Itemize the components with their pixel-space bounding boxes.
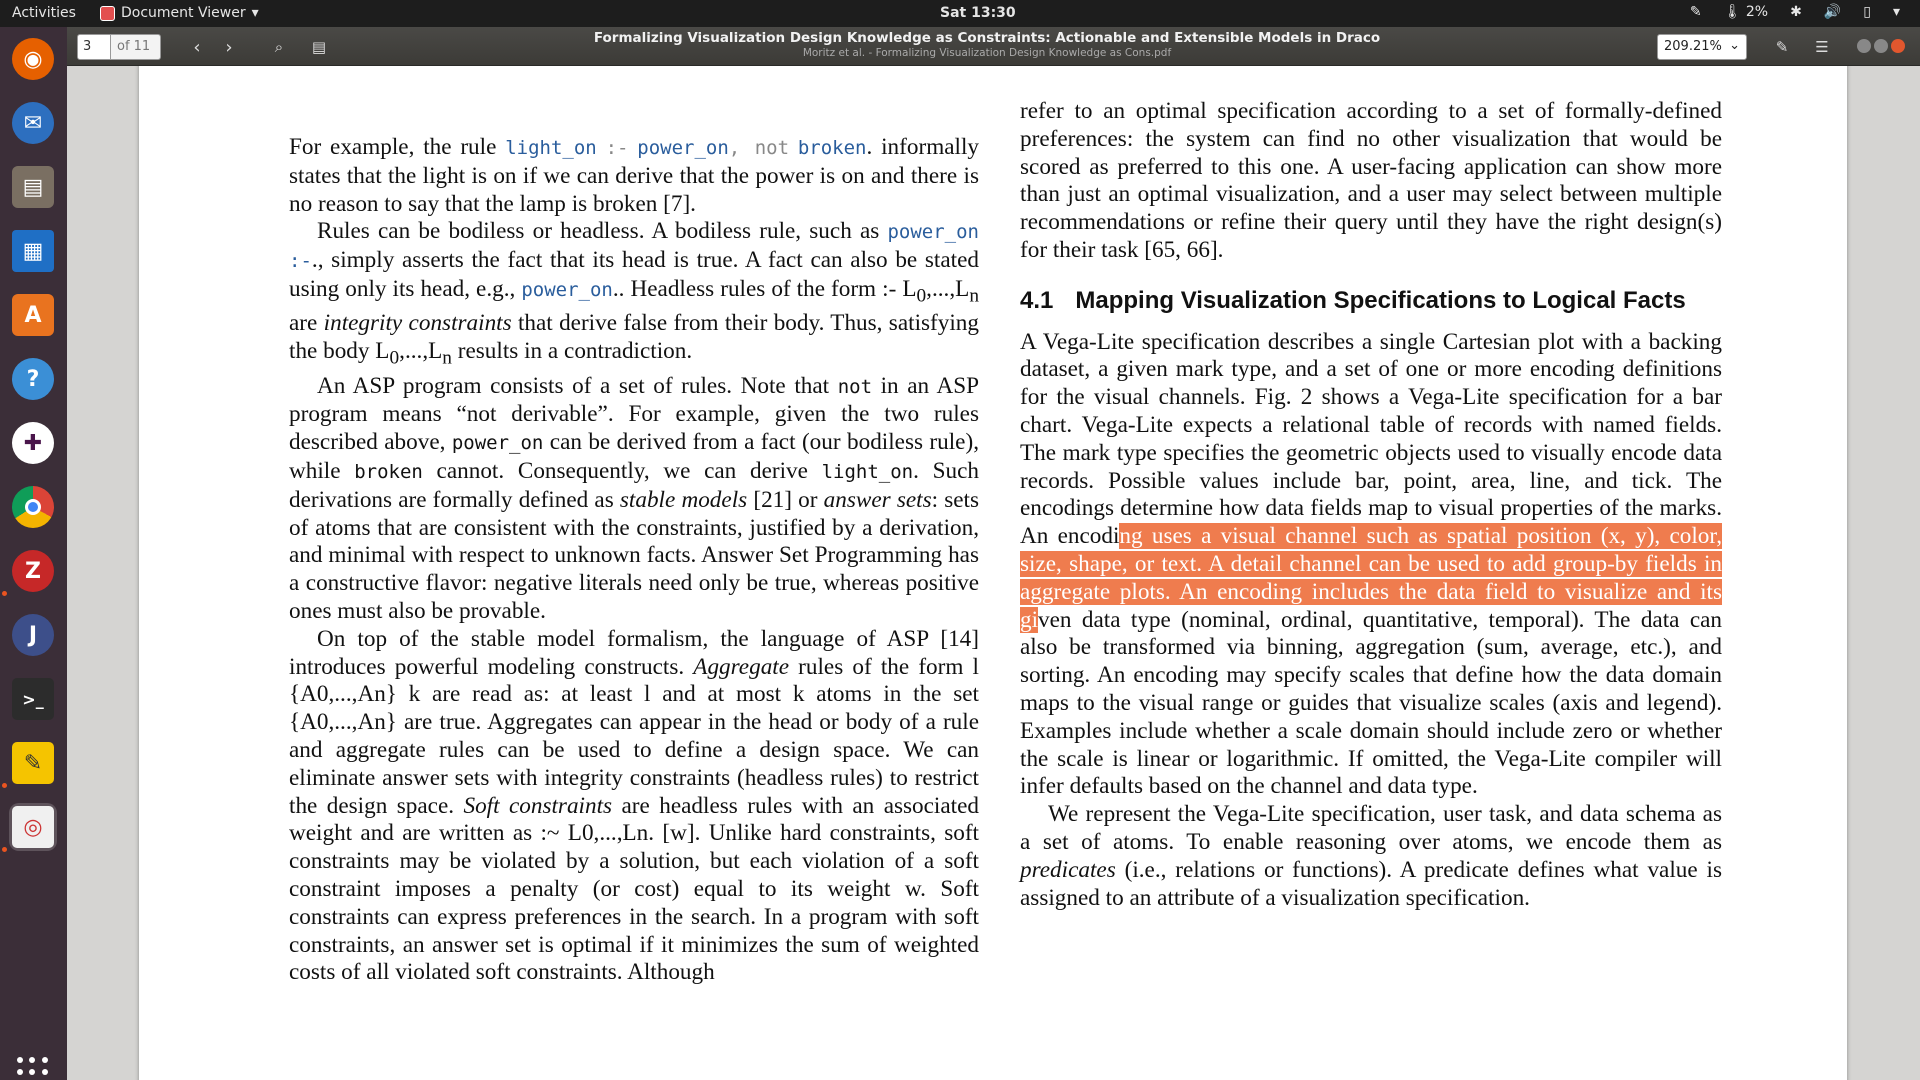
- section-number: 4.1: [1020, 286, 1054, 314]
- paragraph: A Vega-Lite specification describes a single Cartesian plot with a backing dataset, a given mark type, and a set of one or more encoding definitions for the visual channels. Fig. 2 shows a Vega-Lite specification for a bar chart. Vega-Lite expects a relational table of records with named fields. The mark type specifies the geometric objects used to visually encode data records. Possible values include bar, point, area, line, and tick. The encodings determine how data fields map to visual properties of the marks. An encoding uses a visual channel such as spatial position (x, y), color, size, shape, or text. A detail channel can be used to add group-by fields in aggregate plots. An encoding includes the data field to visualize and its given data type (nominal, ordinal, quantitative, temporal). The data can also be transformed via binning, aggregation (sum, average, etc.), and sorting. An encoding may specify scales that define how the data domain maps to the visual range or guides that visualize scales (axis and legend). Examples include whether a scale domain should include zero or whether the scale is linear or logarithmic. If omitted, the Vega-Lite compiler will infer defaults based on the channel and data type.: [1020, 328, 1722, 800]
- power-indicator: [1724, 4, 1768, 20]
- chevron-right-icon: ›: [225, 36, 233, 58]
- next-page-button[interactable]: [215, 33, 243, 61]
- paragraph: We represent the Vega-Lite specification, user task, and data schema as a set of atoms. To enable reasoning over atoms, we encode them as predicates (i.e., relations or functions). A predicate defines what value is assigned to an attribute of a visualization specification.: [1020, 801, 1722, 911]
- help-icon: ?: [12, 358, 54, 400]
- firefox-launcher[interactable]: [9, 35, 57, 83]
- jabref-launcher[interactable]: [9, 611, 57, 659]
- document-title: Formalizing Visualization Design Knowledge as Constraints: Actionable and Extensible Models in Draco: [593, 30, 1381, 46]
- left-column: [289, 134, 979, 987]
- previous-page-button[interactable]: [183, 33, 211, 61]
- dock: [0, 27, 67, 1080]
- sidebar-icon: ▤: [311, 38, 327, 56]
- software-icon: A: [12, 294, 54, 336]
- app-menu[interactable]: [100, 5, 259, 21]
- edit-icon: ✎: [1689, 4, 1702, 20]
- search-button[interactable]: [265, 33, 293, 61]
- caret-down-icon: ▾: [251, 5, 259, 21]
- document-viewer-icon: [100, 6, 115, 21]
- files-icon: ▤: [12, 166, 54, 208]
- zoom-value: 209.21%: [1664, 39, 1722, 54]
- volume-icon: 🔊: [1823, 4, 1842, 20]
- thunderbird-launcher[interactable]: [9, 99, 57, 147]
- app-menu-label: Document Viewer: [121, 5, 246, 21]
- paragraph: Rules can be bodiless or headless. A bodiless rule, such as power_on :-., simply asserts the fact that its head is true. A fact can also be stated using only its head, e.g., power_on.. Headless rules of the form :- $L_0,...,L_n$ are integrity constraints that derive false from their body. Thus, satisfying the body $L_0,...,L_n$ results in a contradiction.: [289, 218, 979, 369]
- paragraph: On top of the stable model formalism, the language of ASP [14] introduces powerful modeling constructs. Aggregate rules of the form l {A0,...,An} k are read as: at least l and at most k atoms in the set {A0,...,An} are true. Aggregates can appear in the head or body of a rule and aggregate rules can be used to define a design space. We can eliminate answer sets with integrity constraints (headless rules) to restrict the design space. Soft constraints are headless rules with an associated weight and are written as :~ L0,...,Ln. [w]. Unlike hard constraints, soft constraints may be violated by a solution, but each violation of a soft constraint imposes a penalty (or cost) equal to its weight w. Soft constraints can express preferences in the search. In a program with soft constraints, an answer set is optimal if it minimizes the sum of weighted costs of all violated soft constraints. Although: [289, 625, 980, 986]
- document-filename: Moritz et al. - Formalizing Visualization Design Knowledge as Cons.pdf: [802, 47, 1172, 59]
- pdf-page: [139, 66, 1847, 1080]
- chrome-icon: [12, 486, 54, 528]
- zoom-select[interactable]: [1657, 34, 1747, 60]
- right-column: [1020, 98, 1722, 912]
- writer-launcher[interactable]: [9, 227, 57, 275]
- menu-button[interactable]: [1808, 33, 1836, 61]
- running-indicator: [2, 591, 7, 596]
- document-viewer-icon: ◎: [12, 806, 54, 848]
- hamburger-icon: ☰: [1815, 38, 1829, 56]
- status-area[interactable]: [1690, 4, 1900, 20]
- battery-percent: 2%: [1745, 4, 1769, 20]
- header-bar: [67, 27, 1920, 66]
- notes-icon: ✎: [12, 742, 54, 784]
- minimize-button[interactable]: [1857, 39, 1871, 53]
- page-number-input[interactable]: 3: [77, 34, 111, 60]
- paragraph: For example, the rule light_on :- power_on, not broken. informally states that the light is on if we can derive that the power is on and there is no reason to say that the lamp is broken [7].: [289, 134, 979, 217]
- jabref-icon: J: [12, 614, 54, 656]
- software-launcher[interactable]: [9, 291, 57, 339]
- firefox-icon: ◉: [12, 38, 54, 80]
- chevron-down-icon: ⌄: [1729, 38, 1740, 53]
- section-title: Mapping Visualization Specifications to Logical Facts: [1075, 286, 1686, 314]
- running-indicator: [2, 783, 7, 788]
- window-title: [487, 30, 1487, 59]
- running-indicator: [2, 847, 7, 852]
- zotero-launcher[interactable]: [9, 547, 57, 595]
- help-launcher[interactable]: [9, 355, 57, 403]
- zotero-icon: Z: [12, 550, 54, 592]
- document-view[interactable]: [67, 66, 1920, 1080]
- slack-launcher[interactable]: [9, 419, 57, 467]
- activities-button[interactable]: Activities: [12, 5, 76, 21]
- notes-launcher[interactable]: [9, 739, 57, 787]
- clock[interactable]: Sat 13:30: [940, 5, 1016, 21]
- sidebar-toggle-button[interactable]: [305, 33, 333, 61]
- files-launcher[interactable]: [9, 163, 57, 211]
- close-button[interactable]: [1891, 39, 1905, 53]
- writer-icon: ▦: [12, 230, 54, 272]
- thunderbird-icon: ✉: [12, 102, 54, 144]
- top-bar: [0, 0, 1920, 27]
- thermometer-icon: 🌡: [1723, 4, 1742, 20]
- document-viewer-launcher[interactable]: [9, 803, 57, 851]
- terminal-icon: >_: [12, 678, 54, 720]
- page-total: of 11: [111, 34, 161, 60]
- paragraph: refer to an optimal specification according to a set of formally-defined preferences: the system can find no other visualization that would be scored as preferred to this one. A user-facing application can show more than just an optimal visualization, and a user may select between multiple recommendations or refine their query until they have the right design(s) for their task [65, 66].: [1020, 98, 1722, 263]
- annotate-button[interactable]: [1768, 33, 1796, 61]
- search-icon: ⌕: [274, 38, 284, 56]
- terminal-launcher[interactable]: [9, 675, 57, 723]
- slack-icon: ✚: [12, 422, 54, 464]
- annotate-icon: ✎: [1775, 38, 1789, 56]
- text-selection[interactable]: ng uses a visual channel such as spatial position (x, y), color, size, shape, or text. A detail channel can be used to add group-by fields in aggregate plots. An encoding includes the data field to visualize and its gi: [1020, 523, 1722, 633]
- maximize-button[interactable]: [1874, 39, 1888, 53]
- section-heading: [1020, 287, 1722, 315]
- battery-icon: ▯: [1863, 4, 1871, 20]
- bluetooth-icon: ✱: [1790, 4, 1802, 20]
- chevron-down-icon: ▾: [1892, 4, 1900, 20]
- chrome-launcher[interactable]: [9, 483, 57, 531]
- chevron-left-icon: ‹: [193, 36, 201, 58]
- paragraph: An ASP program consists of a set of rules. Note that not in an ASP program means “not derivable”. For example, given the two rules described above, power_on can be derived from a fact (our bodiless rule), while broken cannot. Consequently, we can derive light_on. Such derivations are formally defined as stable models [21] or answer sets: sets of atoms that are consistent with the constraints, justified by a derivation, and minimal with respect to unknown facts. Answer Set Programming has a constructive flavor: negative literals need only be true, whereas positive ones must also be provable.: [289, 372, 980, 625]
- show-applications-button[interactable]: [17, 1057, 49, 1080]
